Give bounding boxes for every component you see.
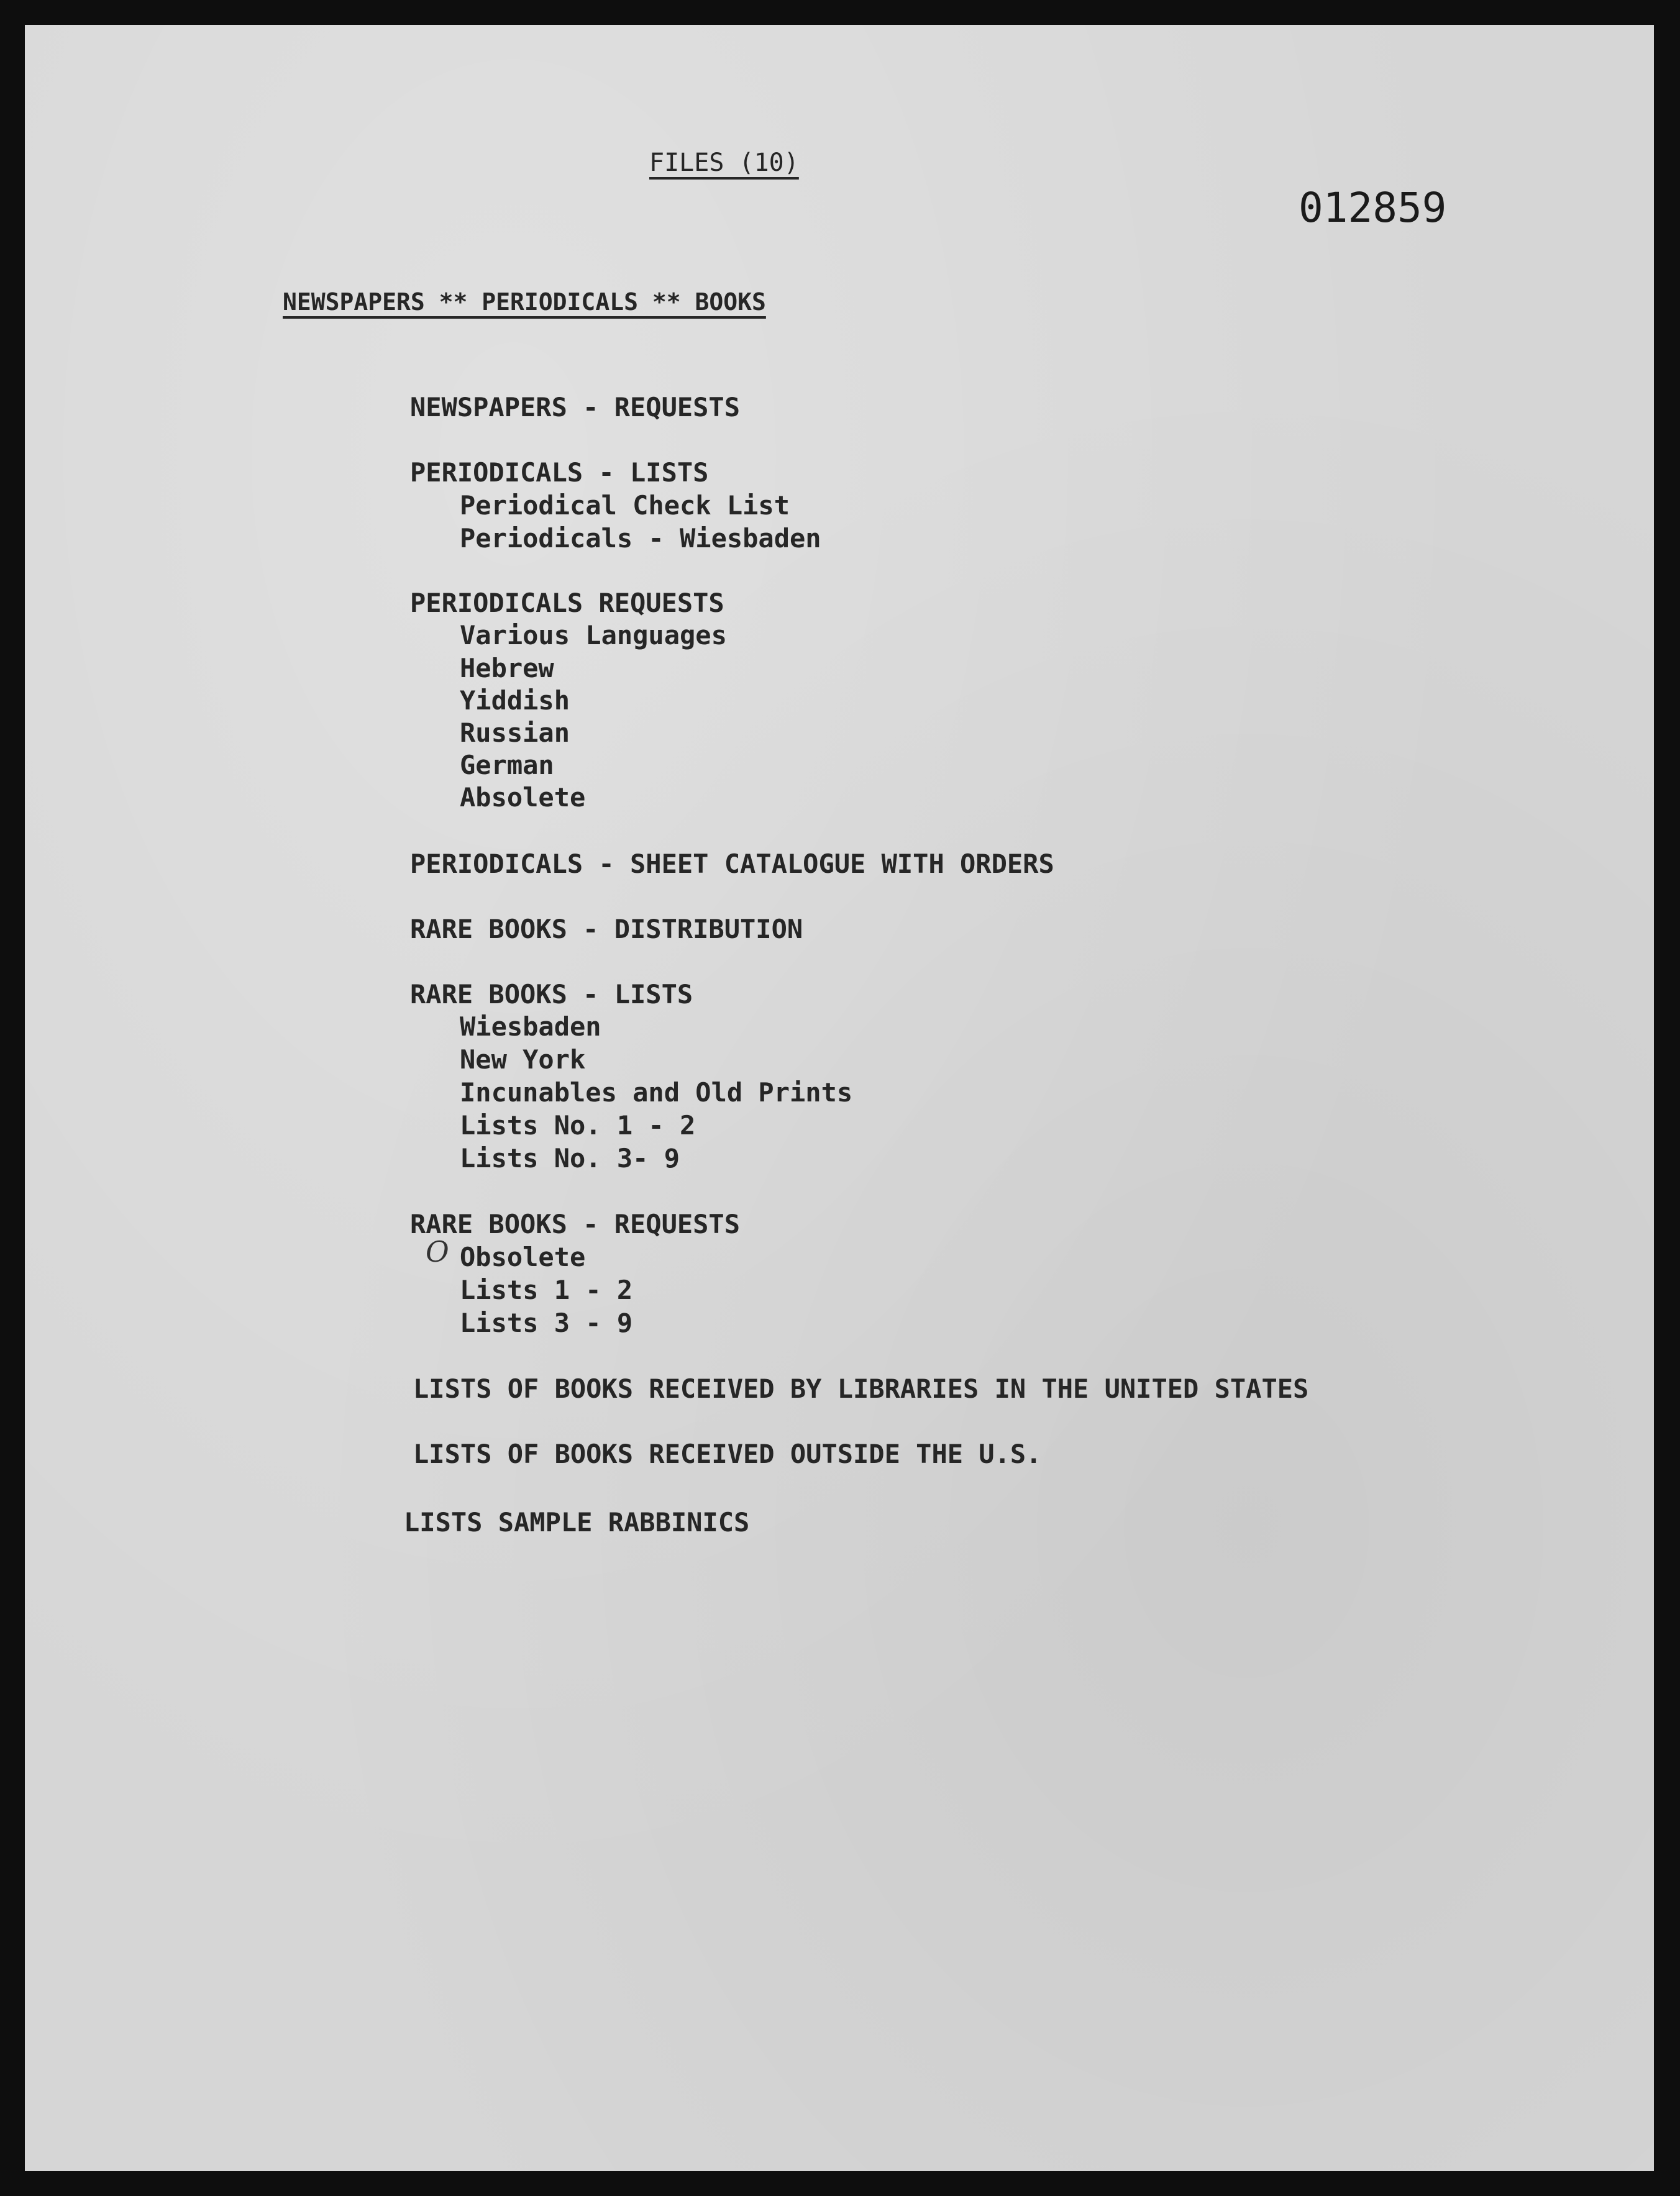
list-item: Lists 3 - 9: [460, 1308, 633, 1338]
list-item: Various Languages: [460, 620, 727, 650]
list-item: Lists No. 3- 9: [460, 1143, 680, 1173]
main-title: NEWSPAPERS ** PERIODICALS ** BOOKS: [283, 288, 766, 316]
document-page: [25, 25, 1654, 2171]
list-item: Periodicals - Wiesbaden: [460, 523, 821, 554]
list-item: New York: [460, 1044, 586, 1075]
files-label: FILES (10): [649, 148, 799, 177]
list-item: Hebrew: [460, 653, 554, 683]
heading-lists-outside-us: LISTS OF BOOKS RECEIVED OUTSIDE THE U.S.: [413, 1439, 1042, 1469]
list-item: Absolete: [460, 782, 586, 813]
heading-periodicals-lists: PERIODICALS - LISTS: [410, 457, 709, 488]
list-item: Yiddish: [460, 685, 570, 716]
heading-periodicals-requests: PERIODICALS REQUESTS: [410, 588, 724, 618]
list-item: Lists 1 - 2: [460, 1275, 633, 1305]
list-item: Obsolete: [460, 1242, 586, 1272]
heading-rare-books-distribution: RARE BOOKS - DISTRIBUTION: [410, 914, 803, 944]
heading-rare-books-requests: RARE BOOKS - REQUESTS: [410, 1209, 741, 1239]
heading-lists-us-libraries: LISTS OF BOOKS RECEIVED BY LIBRARIES IN THE UNITED STATES: [413, 1374, 1309, 1404]
heading-periodicals-sheet-catalogue: PERIODICALS - SHEET CATALOGUE WITH ORDERS: [410, 849, 1054, 879]
list-item: Incunables and Old Prints: [460, 1077, 853, 1108]
heading-rare-books-lists: RARE BOOKS - LISTS: [410, 979, 693, 1009]
list-item: Wiesbaden: [460, 1011, 601, 1042]
list-item: Periodical Check List: [460, 490, 790, 521]
document-number: 012859: [1299, 184, 1447, 232]
list-item: Lists No. 1 - 2: [460, 1110, 696, 1141]
heading-newspapers-requests: NEWSPAPERS - REQUESTS: [410, 392, 741, 422]
list-item: Russian: [460, 718, 570, 748]
handwritten-mark: O: [426, 1235, 449, 1269]
heading-lists-sample-rabbinics: LISTS SAMPLE RABBINICS: [404, 1507, 750, 1538]
list-item: German: [460, 750, 554, 780]
